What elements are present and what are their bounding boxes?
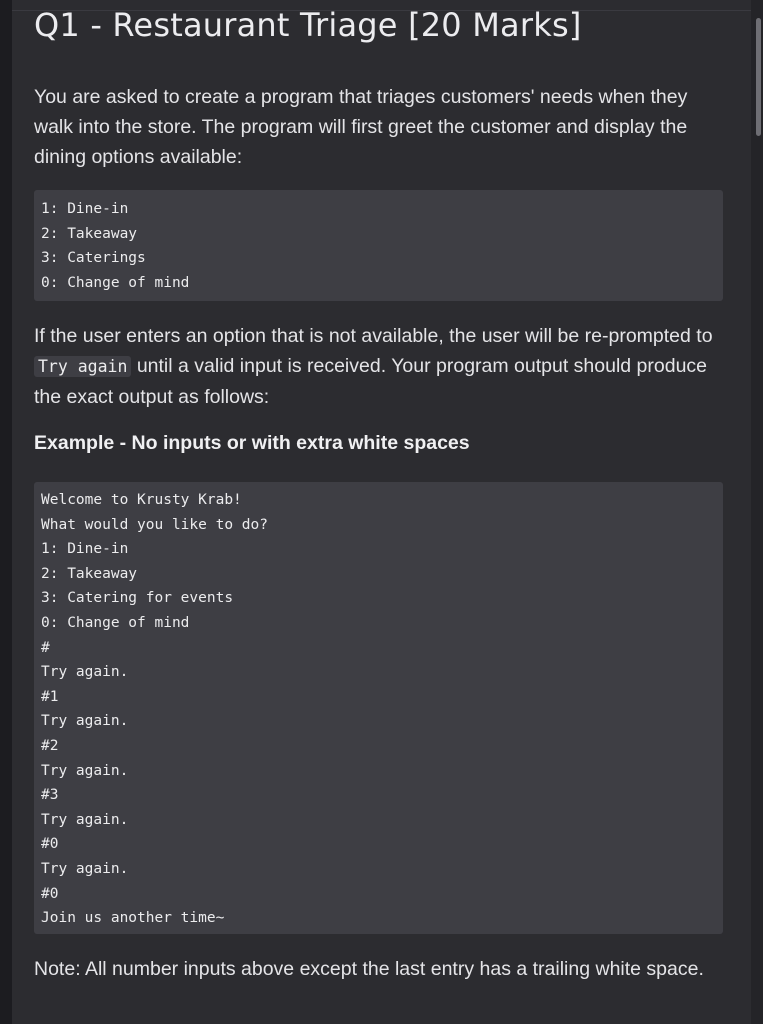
reprompt-text-after: until a valid input is received. Your program output should produce the exact output as follows: (34, 355, 708, 408)
code-line: Try again. (41, 762, 129, 779)
example-heading: Example - No inputs or with extra white spaces (34, 432, 470, 454)
code-line: 3: Catering for events (41, 590, 234, 607)
left-rail (0, 0, 12, 1024)
scrollbar-thumb[interactable] (756, 18, 761, 136)
code-line: # (41, 639, 50, 656)
scrollbar-track[interactable] (751, 0, 763, 1024)
inline-code-try-again: Try again (34, 356, 131, 377)
code-line: Try again. (41, 860, 129, 877)
code-line: #0 (41, 836, 59, 853)
code-line: 3: Caterings (41, 250, 146, 267)
code-line: 2: Takeaway (41, 225, 138, 242)
question-title: Q1 - Restaurant Triage [20 Marks] (34, 6, 582, 44)
code-line: Try again. (41, 664, 129, 681)
note-paragraph: Note: All number inputs above except the last entry has a trailing white space. (34, 958, 704, 980)
code-line: 1: Dine-in (41, 541, 129, 558)
code-line: Try again. (41, 713, 129, 730)
code-line: 0: Change of mind (41, 614, 190, 631)
example-code-block (34, 482, 723, 934)
reprompt-paragraph (34, 321, 714, 412)
reprompt-text-before: If the user enters an option that is not available, the user will be re-prompted to (34, 325, 713, 347)
code-line: #2 (41, 737, 59, 754)
code-line: What would you like to do? (41, 516, 268, 533)
intro-paragraph: You are asked to create a program that triages customers' needs when they walk into the store. The program will first greet the customer and display the dining options available: (34, 86, 688, 168)
code-line: #3 (41, 787, 59, 804)
code-line: #0 (41, 885, 59, 902)
code-line: Join us another time~ (41, 910, 225, 927)
code-line: 2: Takeaway (41, 565, 138, 582)
code-line: 1: Dine-in (41, 201, 129, 217)
code-line: 0: Change of mind (41, 274, 190, 291)
code-line: Welcome to Krusty Krab! (41, 492, 242, 508)
code-line: #1 (41, 688, 59, 705)
code-line: Try again. (41, 811, 129, 828)
options-code-block (34, 190, 723, 301)
